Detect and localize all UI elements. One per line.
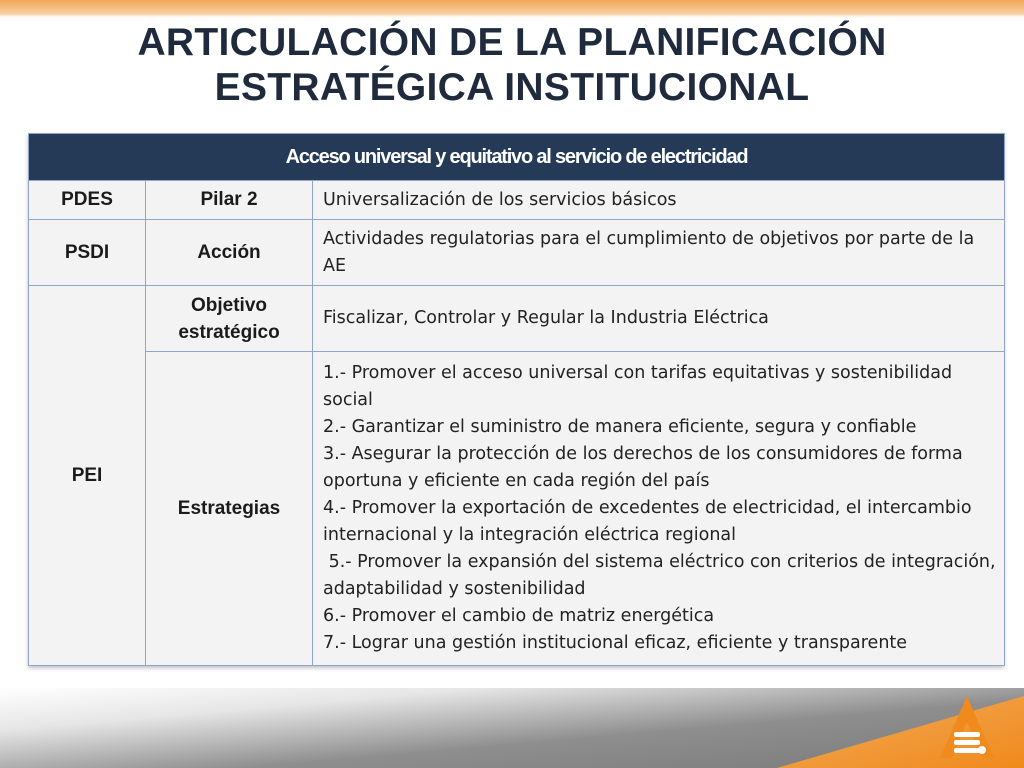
cell-objetivo-label: Objetivo estratégico [146, 286, 313, 352]
table-header: Acceso universal y equitativo al servicio de electricidad [29, 134, 1005, 181]
cell-objetivo-text: Fiscalizar, Controlar y Regular la Industria Eléctrica [313, 286, 1005, 352]
list-item: 4.- Promover la exportación de excedentes de electricidad, el intercambio internacional y la integración eléctrica regional [323, 498, 972, 545]
list-item: 2.- Garantizar el suministro de manera eficiente, segura y confiable [323, 417, 917, 437]
list-item: 7.- Lograr una gestión institucional eficaz, eficiente y transparente [323, 633, 908, 653]
cell-pei-label: PEI [29, 286, 146, 666]
list-item: 5.- Promover la expansión del sistema eléctrico con criterios de integración, adaptabilidad y sostenibilidad [323, 552, 1002, 599]
top-decorative-band [0, 0, 1024, 18]
cell-estrategias-list [313, 352, 1005, 666]
table-row-psdi [29, 220, 1005, 286]
list-item: 6.- Promover el cambio de matriz energética [323, 606, 715, 626]
planning-table-container [28, 133, 1004, 666]
cell-pdes-text: Universalización de los servicios básicos [313, 181, 1005, 220]
cell-pdes-label: PDES [29, 181, 146, 220]
table-row-pdes [29, 181, 1005, 220]
page-title-line-1: ARTICULACIÓN DE LA PLANIFICACIÓN [137, 21, 887, 64]
cell-estrategias-label: Estrategias [146, 352, 313, 666]
table-row-pei-estrategias [29, 352, 1005, 666]
cell-accion-label: Acción [146, 220, 313, 286]
cell-psdi-label: PSDI [29, 220, 146, 286]
cell-psdi-text: Actividades regulatorias para el cumplimiento de objetivos por parte de la AE [313, 220, 1005, 286]
ae-logo-icon [932, 692, 1002, 762]
page-title [0, 20, 1024, 110]
planning-table [28, 133, 1005, 666]
page-title-line-2: ESTRATÉGICA INSTITUCIONAL [214, 66, 810, 109]
list-item: 1.- Promover el acceso universal con tarifas equitativas y sostenibilidad social [323, 363, 953, 410]
table-row-pei-objetivo [29, 286, 1005, 352]
list-item: 3.- Asegurar la protección de los derechos de los consumidores de forma oportuna y eficiente en cada región del país [323, 444, 963, 491]
cell-pilar-label: Pilar 2 [146, 181, 313, 220]
